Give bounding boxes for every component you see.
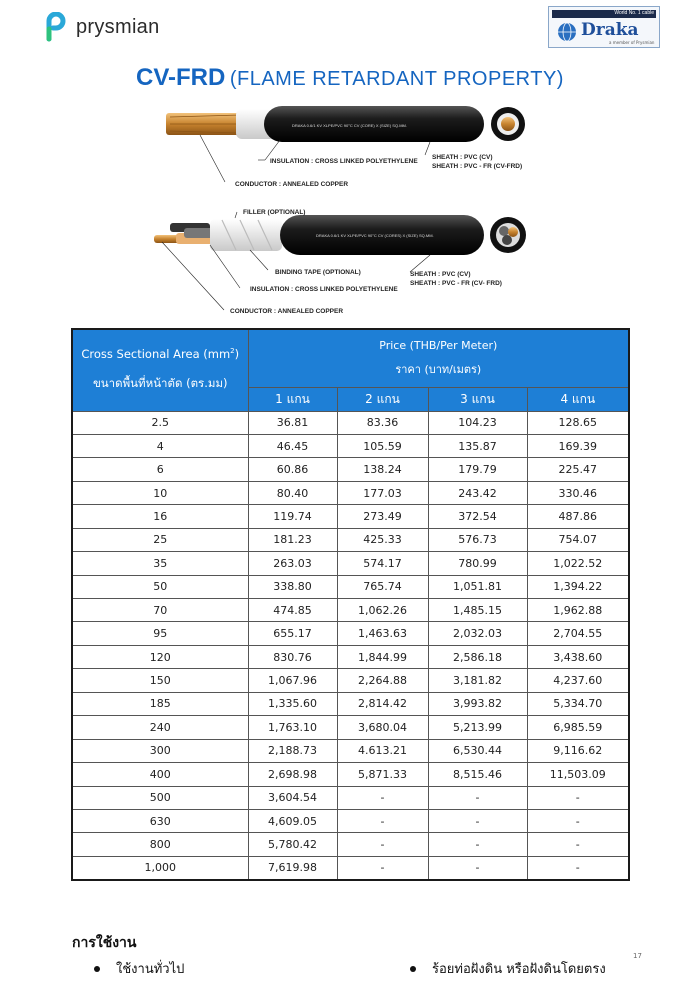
price-cell: 1,844.99 xyxy=(337,645,428,668)
price-table-body xyxy=(72,411,629,880)
price-cell: 1,394.22 xyxy=(527,575,629,598)
label-conductor-1: CONDUCTOR : ANNEALED COPPER xyxy=(235,181,349,188)
price-cell: - xyxy=(527,809,629,832)
price-cell: 765.74 xyxy=(337,575,428,598)
column-header: 3 แกน xyxy=(428,387,527,411)
prysmian-mark-icon xyxy=(40,12,70,42)
area-cell: 70 xyxy=(72,599,248,622)
area-cell: 50 xyxy=(72,575,248,598)
price-cell: - xyxy=(527,856,629,879)
price-cell: - xyxy=(337,856,428,879)
area-cell: 800 xyxy=(72,833,248,856)
price-cell: 4,609.05 xyxy=(248,809,337,832)
price-header-th: ราคา (บาท/เมตร) xyxy=(395,362,482,376)
price-cell: 1,962.88 xyxy=(527,599,629,622)
table-row xyxy=(72,856,629,879)
area-cell: 35 xyxy=(72,552,248,575)
label-binding: BINDING TAPE (OPTIONAL) xyxy=(275,269,361,276)
price-cell: 3,604.54 xyxy=(248,786,337,809)
price-cell: 5,871.33 xyxy=(337,763,428,786)
price-cell: 105.59 xyxy=(337,434,428,457)
price-cell: 1,022.52 xyxy=(527,552,629,575)
price-cell: - xyxy=(428,786,527,809)
price-cell: 4,237.60 xyxy=(527,669,629,692)
table-row xyxy=(72,458,629,481)
price-cell: 425.33 xyxy=(337,528,428,551)
price-cell: 177.03 xyxy=(337,481,428,504)
price-cell: 83.36 xyxy=(337,411,428,434)
price-cell: 169.39 xyxy=(527,434,629,457)
area-cell: 95 xyxy=(72,622,248,645)
table-row xyxy=(72,505,629,528)
price-cell: 7,619.98 xyxy=(248,856,337,879)
area-cell: 300 xyxy=(72,739,248,762)
price-cell: 2,032.03 xyxy=(428,622,527,645)
price-header xyxy=(248,329,629,387)
price-cell: - xyxy=(428,833,527,856)
price-cell: 36.81 xyxy=(248,411,337,434)
single-core-cable xyxy=(166,106,525,188)
price-cell: 1,067.96 xyxy=(248,669,337,692)
area-cell: 25 xyxy=(72,528,248,551)
table-row xyxy=(72,599,629,622)
price-cell: 330.46 xyxy=(527,481,629,504)
globe-icon xyxy=(557,22,577,42)
price-cell: 372.54 xyxy=(428,505,527,528)
price-cell: 179.79 xyxy=(428,458,527,481)
column-header: 4 แกน xyxy=(527,387,629,411)
label-sheath-cv-2: SHEATH : PVC (CV) xyxy=(410,271,471,278)
bullet-icon xyxy=(94,966,100,972)
price-cell: 1,763.10 xyxy=(248,716,337,739)
price-cell: 8,515.46 xyxy=(428,763,527,786)
label-insulation-2: INSULATION : CROSS LINKED POLYETHYLENE xyxy=(250,286,398,293)
page-title xyxy=(0,64,700,92)
price-cell: 80.40 xyxy=(248,481,337,504)
column-header: 2 แกน xyxy=(337,387,428,411)
area-cell: 400 xyxy=(72,763,248,786)
price-cell: 2,704.55 xyxy=(527,622,629,645)
price-cell: 2,264.88 xyxy=(337,669,428,692)
price-cell: 1,485.15 xyxy=(428,599,527,622)
price-cell: 273.49 xyxy=(337,505,428,528)
price-cell: - xyxy=(428,809,527,832)
usage-item-general xyxy=(94,958,184,979)
table-row xyxy=(72,669,629,692)
price-cell: 5,334.70 xyxy=(527,692,629,715)
label-sheath-frd-2: SHEATH : PVC - FR (CV- FRD) xyxy=(410,280,502,287)
table-row xyxy=(72,575,629,598)
table-row xyxy=(72,809,629,832)
product-subtitle: (FLAME RETARDANT PROPERTY) xyxy=(229,68,564,90)
area-cell: 10 xyxy=(72,481,248,504)
price-table xyxy=(71,328,630,881)
price-cell: 3,181.82 xyxy=(428,669,527,692)
label-filler: FILLER (OPTIONAL) xyxy=(243,209,306,216)
area-cell: 150 xyxy=(72,669,248,692)
price-cell: 135.87 xyxy=(428,434,527,457)
price-cell: 9,116.62 xyxy=(527,739,629,762)
price-cell: 474.85 xyxy=(248,599,337,622)
price-header-en: Price (THB/Per Meter) xyxy=(379,338,498,352)
price-cell: 576.73 xyxy=(428,528,527,551)
price-cell: 655.17 xyxy=(248,622,337,645)
price-cell: 263.03 xyxy=(248,552,337,575)
table-row xyxy=(72,763,629,786)
price-cell: - xyxy=(337,809,428,832)
price-cell: 3,993.82 xyxy=(428,692,527,715)
price-cell: 754.07 xyxy=(527,528,629,551)
table-row xyxy=(72,622,629,645)
price-cell: 1,062.26 xyxy=(337,599,428,622)
label-sheath-frd-1: SHEATH : PVC - FR (CV-FRD) xyxy=(432,163,523,170)
price-cell: - xyxy=(337,833,428,856)
price-cell: 138.24 xyxy=(337,458,428,481)
draka-subline: a member of Prysmian xyxy=(609,40,655,45)
area-cell: 500 xyxy=(72,786,248,809)
area-cell: 240 xyxy=(72,716,248,739)
multi-core-cable xyxy=(154,209,526,315)
price-cell: 780.99 xyxy=(428,552,527,575)
cable-print: DRAKA 0.6/1 KV XLPE/PVC 90°C CV (CORE) X (SIZE) SQ.MM. xyxy=(292,123,407,128)
area-cell: 6 xyxy=(72,458,248,481)
table-row xyxy=(72,434,629,457)
bullet-icon xyxy=(410,966,416,972)
price-cell: 6,985.59 xyxy=(527,716,629,739)
price-cell: 2,586.18 xyxy=(428,645,527,668)
usage-title: การใช้งาน xyxy=(72,935,137,951)
usage-item-underground xyxy=(410,958,606,979)
area-cell: 630 xyxy=(72,809,248,832)
price-cell: 225.47 xyxy=(527,458,629,481)
table-row xyxy=(72,786,629,809)
label-sheath-cv-1: SHEATH : PVC (CV) xyxy=(432,154,493,161)
table-row xyxy=(72,552,629,575)
price-cell: 1,051.81 xyxy=(428,575,527,598)
table-row xyxy=(72,692,629,715)
price-cell: 6,530.44 xyxy=(428,739,527,762)
price-cell: 2,188.73 xyxy=(248,739,337,762)
price-cell: 487.86 xyxy=(527,505,629,528)
table-row xyxy=(72,833,629,856)
price-cell: 128.65 xyxy=(527,411,629,434)
price-cell: 181.23 xyxy=(248,528,337,551)
price-cell: 11,503.09 xyxy=(527,763,629,786)
table-row xyxy=(72,739,629,762)
binding-tape xyxy=(210,219,282,251)
area-header xyxy=(72,329,248,411)
price-cell: 60.86 xyxy=(248,458,337,481)
column-header: 1 แกน xyxy=(248,387,337,411)
area-header-en: Cross Sectional Area (mm xyxy=(81,347,231,362)
price-cell: - xyxy=(428,856,527,879)
area-cell: 2.5 xyxy=(72,411,248,434)
prysmian-logo xyxy=(40,12,160,42)
price-cell: - xyxy=(527,833,629,856)
price-cell: 5,780.42 xyxy=(248,833,337,856)
area-cell: 185 xyxy=(72,692,248,715)
price-cell: 119.74 xyxy=(248,505,337,528)
price-cell: 46.45 xyxy=(248,434,337,457)
cable-diagram xyxy=(140,100,560,325)
table-row xyxy=(72,716,629,739)
price-cell: 1,335.60 xyxy=(248,692,337,715)
area-header-th: ขนาดพื้นที่หน้าตัด (ตร.มม) xyxy=(92,376,228,391)
usage-item-label: ใช้งานทั่วไป xyxy=(116,962,185,977)
label-conductor-2: CONDUCTOR : ANNEALED COPPER xyxy=(230,308,344,315)
product-code: CV-FRD xyxy=(136,64,226,91)
price-cell: 1,463.63 xyxy=(337,622,428,645)
usage-item-label: ร้อยท่อฝังดิน หรือฝังดินโดยตรง xyxy=(432,962,606,977)
draka-wordmark: Draka xyxy=(581,20,639,40)
price-cell: - xyxy=(337,786,428,809)
price-cell: 2,814.42 xyxy=(337,692,428,715)
price-cell: 3,680.04 xyxy=(337,716,428,739)
area-cell: 1,000 xyxy=(72,856,248,879)
area-cell: 120 xyxy=(72,645,248,668)
price-cell: - xyxy=(527,786,629,809)
price-cell: 243.42 xyxy=(428,481,527,504)
cable-print-multi: DRAKA 0.6/1 KV XLPE/PVC 90°C CV (CORES) X (SIZE) SQ.MM. xyxy=(316,233,434,238)
price-cell: 2,698.98 xyxy=(248,763,337,786)
draka-logo xyxy=(548,6,660,48)
page-number: 17 xyxy=(633,952,642,960)
price-cell: 338.80 xyxy=(248,575,337,598)
price-cell: 104.23 xyxy=(428,411,527,434)
table-row xyxy=(72,481,629,504)
area-cell: 4 xyxy=(72,434,248,457)
price-cell: 4.613.21 xyxy=(337,739,428,762)
price-cell: 830.76 xyxy=(248,645,337,668)
price-cell: 3,438.60 xyxy=(527,645,629,668)
area-header-sup: 2 xyxy=(230,347,235,356)
price-cell: 5,213.99 xyxy=(428,716,527,739)
table-row xyxy=(72,645,629,668)
label-insulation-1: INSULATION : CROSS LINKED POLYETHYLENE xyxy=(270,158,418,165)
table-row xyxy=(72,411,629,434)
draka-tagline: World No. 1 cable xyxy=(614,10,654,16)
table-row xyxy=(72,528,629,551)
price-cell: 574.17 xyxy=(337,552,428,575)
area-cell: 16 xyxy=(72,505,248,528)
area-header-close: ) xyxy=(234,347,240,362)
prysmian-wordmark: prysmian xyxy=(76,15,160,38)
